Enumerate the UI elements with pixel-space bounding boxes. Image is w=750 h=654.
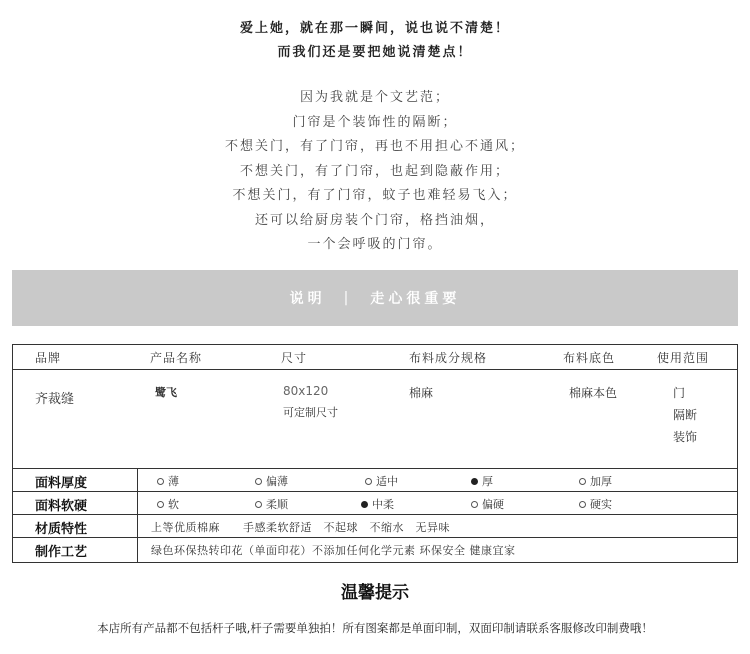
option-label: 硬实 (590, 498, 612, 511)
size-value: 80x120 (283, 384, 329, 398)
header-material: 布料成分规格 (409, 351, 488, 365)
option-label: 薄 (168, 475, 179, 488)
usage-item: 门 (673, 386, 686, 400)
option-label: 软 (168, 498, 179, 511)
usage-item: 装饰 (673, 430, 698, 444)
poem-line: 不想关门，有了门帘，也起到隐蔽作用； (239, 163, 510, 179)
thickness-option[interactable] (365, 473, 398, 489)
craft-text: 绿色环保热转印花（单面印花）不添加任何化学元素 环保安全 健康宜家 (151, 544, 516, 557)
poem-line: 一个会呼吸的门帘。 (307, 237, 443, 252)
poem-line: 因为我就是个文艺范； (299, 90, 450, 105)
poem-line: 不想关门，有了门帘，蚊子也难轻易飞入； (232, 188, 518, 203)
radio-icon (471, 501, 478, 508)
section-banner (12, 270, 738, 326)
header-usage: 使用范围 (657, 351, 710, 365)
tips-title: 温馨提示 (341, 583, 409, 603)
option-label: 适中 (376, 475, 398, 488)
thickness-row (13, 469, 737, 492)
thickness-option-selected[interactable] (471, 473, 493, 489)
header-brand: 品牌 (35, 351, 62, 365)
option-label: 厚 (482, 475, 493, 488)
option-label: 柔顺 (266, 498, 288, 511)
header-product-name: 产品名称 (150, 351, 203, 365)
banner-right: 走心很重要 (370, 291, 461, 307)
softness-label: 面料软硬 (35, 499, 88, 514)
softness-option[interactable] (157, 496, 179, 512)
radio-selected-icon (361, 501, 368, 508)
craft-label: 制作工艺 (35, 545, 88, 560)
tips-text: 本店所有产品都不包括杆子哦,杆子需要单独拍！所有图案都是单面印制，双面印制请联系客服修改印制费哦！ (97, 621, 653, 635)
option-label: 偏硬 (482, 498, 504, 511)
poem-line: 不想关门，有了门帘，再也不用担心不通风； (224, 139, 525, 154)
intro-line-1: 爱上她，就在那一瞬间，说也说不清楚！ (239, 21, 510, 36)
brand-value: 齐裁缝 (35, 392, 75, 407)
base-color-value: 棉麻本色 (569, 386, 618, 400)
table-header-row (13, 345, 737, 370)
thickness-option[interactable] (157, 473, 179, 489)
banner-left: 说明 (289, 291, 326, 307)
option-label: 中柔 (372, 498, 394, 511)
header-size: 尺寸 (281, 351, 308, 365)
banner-separator: | (343, 290, 353, 306)
thickness-option[interactable] (255, 473, 288, 489)
features-row (13, 515, 737, 538)
option-label: 加厚 (590, 475, 612, 488)
poem-line: 门帘是个装饰性的隔断； (292, 114, 458, 130)
radio-icon (157, 501, 164, 508)
spec-table (12, 344, 738, 563)
option-label: 偏薄 (266, 475, 288, 488)
radio-icon (579, 478, 586, 485)
softness-option[interactable] (579, 496, 612, 512)
radio-icon (365, 478, 372, 485)
header-base-color: 布料底色 (563, 351, 616, 365)
radio-selected-icon (471, 478, 478, 485)
softness-option[interactable] (471, 496, 504, 512)
radio-icon (255, 501, 262, 508)
radio-icon (255, 478, 262, 485)
radio-icon (157, 478, 164, 485)
craft-row (13, 538, 737, 560)
intro-line-2: 而我们还是要把她说清楚点！ (277, 45, 473, 60)
usage-item: 隔断 (673, 408, 698, 422)
thickness-label: 面料厚度 (35, 476, 88, 491)
product-row (13, 370, 737, 469)
softness-option[interactable] (255, 496, 288, 512)
thickness-option[interactable] (579, 473, 612, 489)
features-text: 上等优质棉麻 手感柔软舒适 不起球 不缩水 无异味 (151, 521, 450, 534)
radio-icon (579, 501, 586, 508)
softness-option-selected[interactable] (361, 496, 394, 512)
softness-row (13, 492, 737, 515)
poem-line: 还可以给厨房装个门帘，格挡油烟， (254, 212, 495, 228)
product-name-value: 鹭飞 (155, 386, 177, 399)
features-label: 材质特性 (35, 522, 88, 537)
poem (0, 86, 750, 258)
material-value: 棉麻 (409, 386, 434, 400)
size-note: 可定制尺寸 (283, 406, 338, 419)
